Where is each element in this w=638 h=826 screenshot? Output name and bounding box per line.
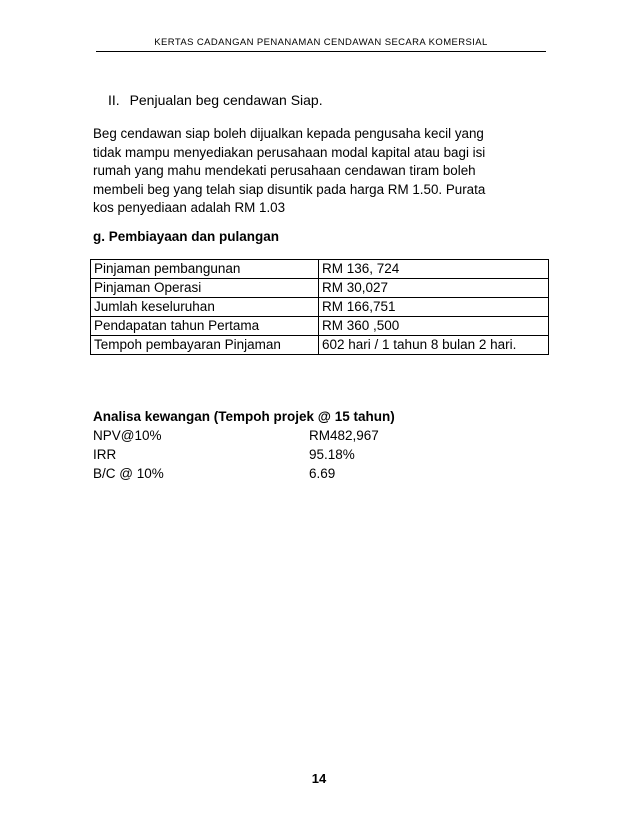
- page-number: 14: [311, 771, 327, 786]
- body-paragraph: [93, 125, 543, 218]
- table-row: [91, 298, 549, 317]
- metric-label: IRR: [93, 447, 117, 462]
- table-cell-value: RM 166,751: [319, 298, 549, 317]
- paragraph-line: Beg cendawan siap boleh dijualkan kepada pengusaha kecil yang: [93, 126, 484, 141]
- table-cell-label: Pinjaman pembangunan: [91, 260, 319, 279]
- paragraph-line: kos penyediaan adalah RM 1.03: [93, 200, 286, 215]
- document-header: KERTAS CADANGAN PENANAMAN CENDAWAN SECARA KOMERSIAL: [154, 37, 488, 48]
- table-row: [91, 336, 549, 355]
- metric-value: 95.18%: [309, 447, 355, 462]
- paragraph-line: tidak mampu menyediakan perusahaan modal kapital atau bagi isi: [93, 144, 486, 160]
- analysis-heading: Analisa kewangan (Tempoh projek @ 15 tahun): [93, 409, 395, 424]
- paragraph-line: membeli beg yang telah siap disuntik pada harga RM 1.50. Purata: [93, 181, 486, 197]
- table-row: [91, 317, 549, 336]
- metric-value: 6.69: [309, 466, 336, 481]
- metric-value: RM482,967: [309, 428, 379, 443]
- table-cell-value: RM 30,027: [319, 279, 549, 298]
- paragraph-line: rumah yang mahu mendekati perusahaan cendawan tiram boleh: [93, 163, 476, 178]
- subsection-title: Penjualan beg cendawan Siap.: [129, 92, 323, 108]
- analysis-metrics: [93, 428, 513, 485]
- header-divider: [96, 51, 546, 52]
- table-cell-label: Jumlah keseluruhan: [91, 298, 319, 317]
- metric-label: NPV@10%: [93, 428, 162, 443]
- financing-heading: g. Pembiayaan dan pulangan: [93, 229, 280, 244]
- table-row: [91, 279, 549, 298]
- subsection-heading: [108, 92, 323, 108]
- table-cell-value: RM 136, 724: [319, 260, 549, 279]
- table-cell-value: RM 360 ,500: [319, 317, 549, 336]
- metric-row: [93, 428, 513, 447]
- table-cell-label: Tempoh pembayaran Pinjaman: [91, 336, 319, 355]
- table-cell-label: Pinjaman Operasi: [91, 279, 319, 298]
- metric-row: [93, 447, 513, 466]
- table-row: [91, 260, 549, 279]
- table-cell-label: Pendapatan tahun Pertama: [91, 317, 319, 336]
- metric-row: [93, 466, 513, 485]
- table-cell-value: 602 hari / 1 tahun 8 bulan 2 hari.: [319, 336, 549, 355]
- metric-label: B/C @ 10%: [93, 466, 164, 481]
- subsection-number: II.: [108, 92, 120, 108]
- financing-table: [90, 259, 549, 355]
